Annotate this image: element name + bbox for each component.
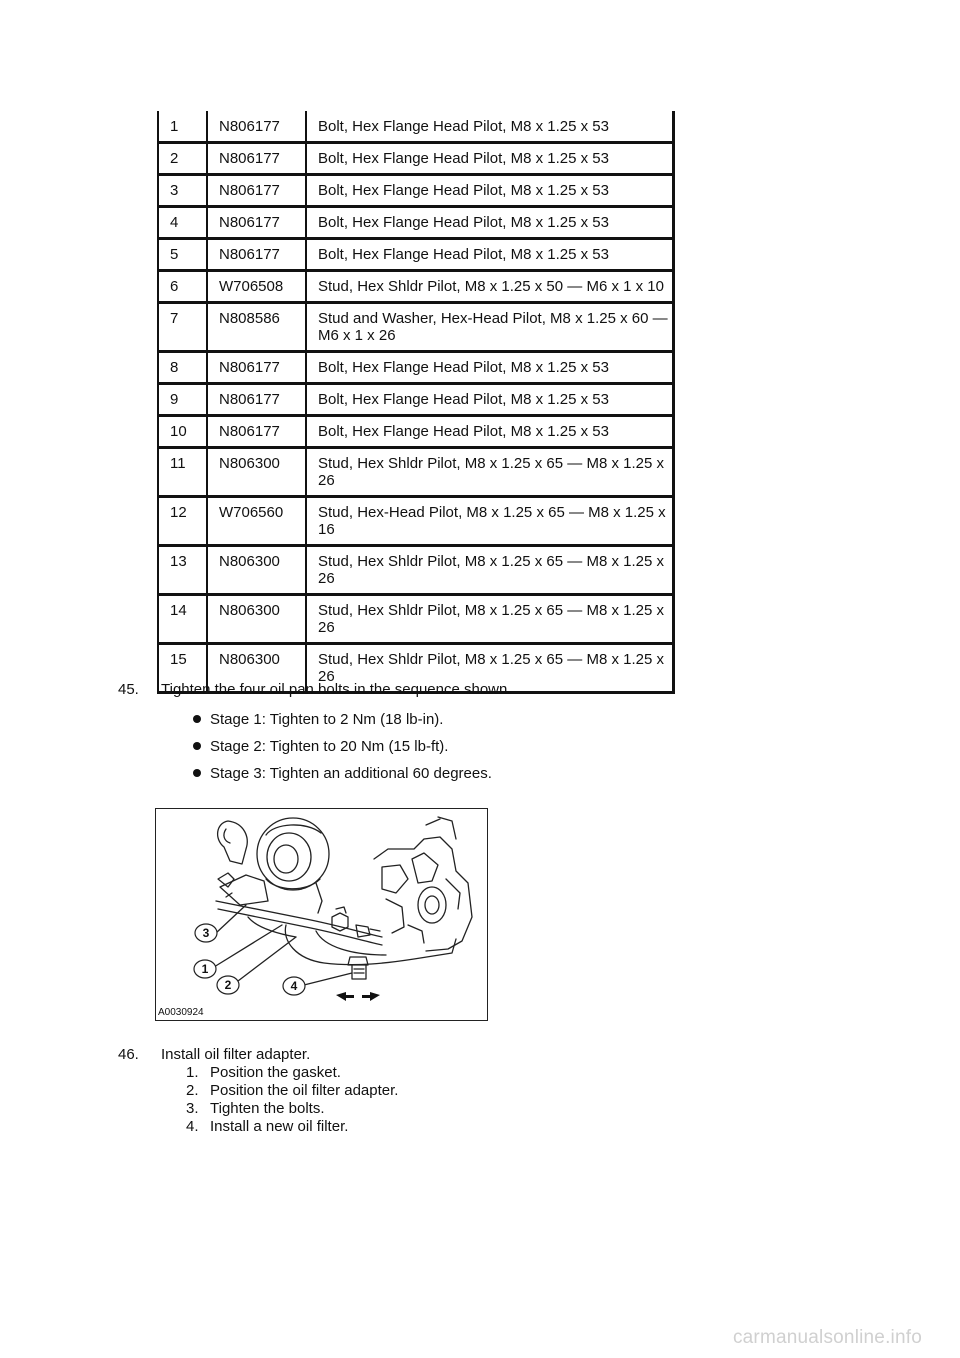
part-description: Bolt, Hex Flange Head Pilot, M8 x 1.25 x 53 xyxy=(306,207,674,239)
part-item-number: 5 xyxy=(158,239,207,271)
part-description: Stud, Hex Shldr Pilot, M8 x 1.25 x 65 — M8 x 1.25 x 26 xyxy=(306,546,674,595)
part-number: N806177 xyxy=(207,352,306,384)
step-text: Tighten the four oil pan bolts in the sequence shown. xyxy=(161,681,512,698)
part-item-number: 15 xyxy=(158,644,207,693)
bullet-dot xyxy=(193,715,201,723)
substep-number: 2. xyxy=(186,1082,199,1099)
step-number: 45. xyxy=(118,681,139,698)
bullet-text: Stage 3: Tighten an additional 60 degrees. xyxy=(210,765,492,782)
substep-4 xyxy=(186,1118,348,1136)
part-item-number: 12 xyxy=(158,497,207,546)
substep-number: 4. xyxy=(186,1118,199,1135)
part-item-number: 10 xyxy=(158,416,207,448)
substep-text: Position the oil filter adapter. xyxy=(210,1082,399,1099)
bullet-dot xyxy=(193,742,201,750)
table-row xyxy=(158,143,674,175)
substep-text: Install a new oil filter. xyxy=(210,1118,349,1135)
table-row xyxy=(158,497,674,546)
part-description: Bolt, Hex Flange Head Pilot, M8 x 1.25 x 53 xyxy=(306,111,674,143)
step-45 xyxy=(118,681,512,699)
part-description: Stud, Hex Shldr Pilot, M8 x 1.25 x 65 — M8 x 1.25 x 26 xyxy=(306,448,674,497)
part-number: N806300 xyxy=(207,595,306,644)
step-text: Install oil filter adapter. xyxy=(161,1046,311,1063)
tighten-arrows-icon xyxy=(336,992,380,1001)
part-number: N808586 xyxy=(207,303,306,352)
part-number: N806177 xyxy=(207,416,306,448)
part-description: Bolt, Hex Flange Head Pilot, M8 x 1.25 x 53 xyxy=(306,239,674,271)
bullet-text: Stage 2: Tighten to 20 Nm (15 lb-ft). xyxy=(210,738,449,755)
part-item-number: 7 xyxy=(158,303,207,352)
part-item-number: 13 xyxy=(158,546,207,595)
table-row xyxy=(158,448,674,497)
stage-1-bullet xyxy=(193,711,443,729)
substep-text: Tighten the bolts. xyxy=(210,1100,325,1117)
bullet-dot xyxy=(193,769,201,777)
table-row xyxy=(158,303,674,352)
stage-3-bullet xyxy=(193,765,492,783)
parts-table xyxy=(157,111,675,694)
table-row xyxy=(158,384,674,416)
part-number: N806177 xyxy=(207,175,306,207)
substep-number: 3. xyxy=(186,1100,199,1117)
part-item-number: 3 xyxy=(158,175,207,207)
callout-1-label: 1 xyxy=(201,962,209,976)
oil-pan-bolt-sequence-illustration xyxy=(155,808,488,1021)
part-description: Stud, Hex Shldr Pilot, M8 x 1.25 x 65 — M8 x 1.25 x 26 xyxy=(306,595,674,644)
table-row xyxy=(158,595,674,644)
table-row xyxy=(158,111,674,143)
part-description: Bolt, Hex Flange Head Pilot, M8 x 1.25 x 53 xyxy=(306,384,674,416)
part-description: Bolt, Hex Flange Head Pilot, M8 x 1.25 x 53 xyxy=(306,175,674,207)
part-item-number: 4 xyxy=(158,207,207,239)
table-row xyxy=(158,239,674,271)
table-row xyxy=(158,352,674,384)
part-item-number: 11 xyxy=(158,448,207,497)
part-description: Stud, Hex-Head Pilot, M8 x 1.25 x 65 — M8 x 1.25 x 16 xyxy=(306,497,674,546)
table-row xyxy=(158,175,674,207)
part-item-number: 8 xyxy=(158,352,207,384)
part-number: N806300 xyxy=(207,448,306,497)
part-number: N806177 xyxy=(207,384,306,416)
part-number: N806177 xyxy=(207,207,306,239)
part-description: Stud and Washer, Hex-Head Pilot, M8 x 1.25 x 60 — M6 x 1 x 26 xyxy=(306,303,674,352)
part-number: N806177 xyxy=(207,111,306,143)
part-number: N806300 xyxy=(207,546,306,595)
table-row xyxy=(158,271,674,303)
part-description: Bolt, Hex Flange Head Pilot, M8 x 1.25 x 53 xyxy=(306,416,674,448)
part-number: N806177 xyxy=(207,143,306,175)
part-description: Stud, Hex Shldr Pilot, M8 x 1.25 x 65 — M8 x 1.25 x 26 xyxy=(306,644,674,693)
stage-2-bullet xyxy=(193,738,448,756)
part-item-number: 1 xyxy=(158,111,207,143)
substep-3 xyxy=(186,1100,325,1118)
part-description: Bolt, Hex Flange Head Pilot, M8 x 1.25 x 53 xyxy=(306,143,674,175)
figure-code: A0030924 xyxy=(158,1007,204,1018)
callout-2-label: 2 xyxy=(224,978,232,992)
part-item-number: 14 xyxy=(158,595,207,644)
substep-1 xyxy=(186,1064,341,1082)
bullet-text: Stage 1: Tighten to 2 Nm (18 lb-in). xyxy=(210,711,444,728)
part-description: Bolt, Hex Flange Head Pilot, M8 x 1.25 x 53 xyxy=(306,352,674,384)
callout-4-label: 4 xyxy=(290,979,298,993)
table-row xyxy=(158,416,674,448)
part-item-number: 9 xyxy=(158,384,207,416)
part-description: Stud, Hex Shldr Pilot, M8 x 1.25 x 50 — M6 x 1 x 10 xyxy=(306,271,674,303)
step-46 xyxy=(118,1046,310,1064)
substep-text: Position the gasket. xyxy=(210,1064,341,1081)
table-row xyxy=(158,546,674,595)
part-number: N806177 xyxy=(207,239,306,271)
part-number: W706508 xyxy=(207,271,306,303)
part-number: W706560 xyxy=(207,497,306,546)
part-item-number: 2 xyxy=(158,143,207,175)
part-item-number: 6 xyxy=(158,271,207,303)
callout-3-label: 3 xyxy=(202,926,210,940)
substep-number: 1. xyxy=(186,1064,199,1081)
step-number: 46. xyxy=(118,1046,139,1063)
watermark: carmanualsonline.info xyxy=(732,1327,922,1348)
table-row xyxy=(158,207,674,239)
substep-2 xyxy=(186,1082,398,1100)
oil-pan-drawing xyxy=(156,809,487,1020)
part-number: N806300 xyxy=(207,644,306,693)
